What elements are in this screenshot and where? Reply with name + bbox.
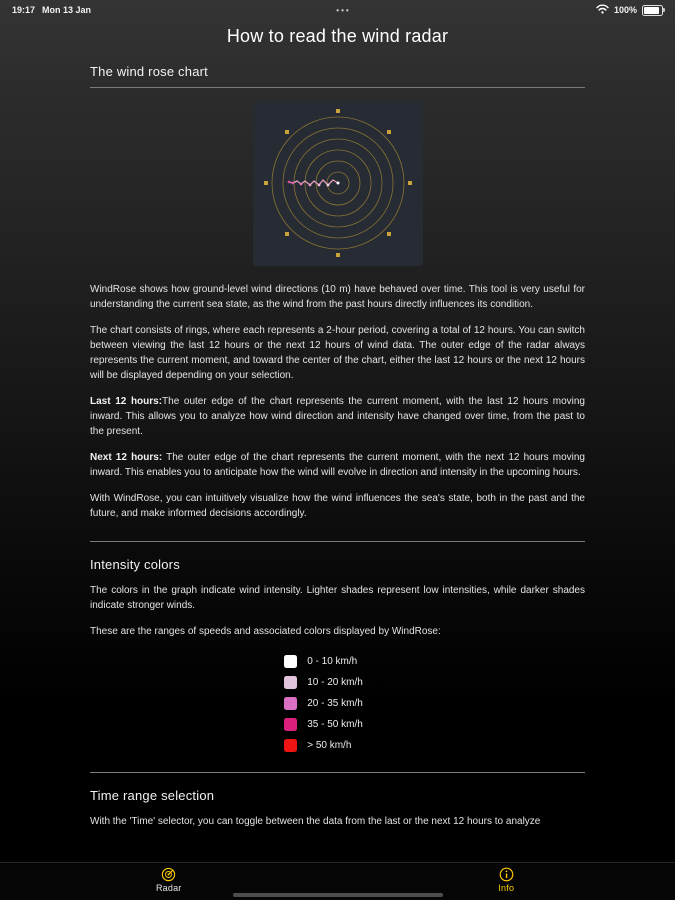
section-heading-intensity: Intensity colors (90, 557, 180, 572)
battery-icon (642, 5, 663, 16)
paragraph (90, 491, 585, 521)
multitask-dots-icon: ••• (336, 5, 351, 15)
paragraph (90, 624, 585, 639)
legend-item (284, 718, 363, 731)
section-heading-time-range: Time range selection (90, 788, 215, 803)
paragraph (90, 583, 585, 613)
battery-percent: 100% (613, 5, 637, 15)
home-indicator[interactable] (233, 893, 443, 897)
tab-bar (0, 862, 675, 900)
legend-swatch (284, 655, 297, 668)
paragraph (90, 450, 585, 480)
legend-label: 20 - 35 km/h (307, 698, 363, 709)
page-title: How to read the wind radar (226, 26, 449, 46)
paragraph-text: These are the ranges of speeds and associated colors displayed by WindRose: (90, 626, 441, 637)
wind-rose-chart (253, 101, 423, 266)
legend-item (284, 676, 363, 689)
legend-swatch (284, 718, 297, 731)
legend-swatch (284, 676, 297, 689)
legend-item (284, 739, 363, 752)
legend-swatch (284, 739, 297, 752)
status-left (12, 5, 91, 15)
content-scroll[interactable] (90, 64, 585, 864)
paragraph (90, 394, 585, 439)
paragraph-lead: Next 12 hours: (90, 452, 163, 463)
status-bar (0, 0, 675, 20)
wind-speed-legend (284, 655, 363, 752)
status-right (596, 4, 663, 16)
paragraph-text: The outer edge of the chart represents the current moment, with the last 12 hours moving inward. This allows you to analyze how wind direction and intensity have changed over time, from the past to the present. (90, 396, 585, 437)
legend-item (284, 697, 363, 710)
legend-item (284, 655, 363, 668)
paragraph-text: The chart consists of rings, where each represents a 2-hour period, covering a total of 12 hours. You can switch between viewing the last 12 hours or the next 12 hours of wind data. The outer edge of the radar always represents the current moment, and toward the center of the chart, either the last 12 hours or the next 12 hours will be displayed depending on your selection. (90, 325, 585, 381)
radar-icon (160, 866, 177, 882)
divider (90, 87, 585, 88)
divider (90, 772, 585, 773)
paragraph (90, 814, 585, 829)
info-icon (499, 866, 514, 882)
paragraph (90, 323, 585, 383)
paragraph-text: WindRose shows how ground-level wind directions (10 m) have behaved over time. This tool is very useful for understanding the current sea state, as the wind from the past hours directly influences its condition. (90, 284, 585, 310)
paragraph-text: The colors in the graph indicate wind intensity. Lighter shades represent low intensities, while darker shades indicate stronger winds. (90, 585, 585, 611)
legend-label: 0 - 10 km/h (307, 656, 358, 667)
section-heading-wind-rose: The wind rose chart (90, 64, 208, 79)
tab-radar-label: Radar (155, 883, 182, 893)
legend-label: > 50 km/h (307, 740, 352, 751)
legend-label: 10 - 20 km/h (307, 677, 363, 688)
paragraph-text: With the 'Time' selector, you can toggle between the data from the last or the next 12 hours to analyze (90, 816, 541, 827)
status-date: Mon 13 Jan (42, 5, 92, 15)
paragraph (90, 282, 585, 312)
divider (90, 541, 585, 542)
paragraph-lead: Last 12 hours: (90, 396, 163, 407)
wind-rose-figure (90, 101, 585, 271)
legend-swatch (284, 697, 297, 710)
wifi-icon (596, 4, 609, 16)
paragraph-text: The outer edge of the chart represents the current moment, with the next 12 hours moving inward. This enables you to anticipate how the wind will evolve in direction and intensity in the upcoming hours. (90, 452, 585, 478)
tab-info-label: Info (498, 883, 515, 893)
paragraph-text: With WindRose, you can intuitively visualize how the wind influences the sea's state, both in the past and the future, and make informed decisions accordingly. (90, 493, 585, 519)
status-time: 19:17 (12, 5, 36, 15)
legend-label: 35 - 50 km/h (307, 719, 363, 730)
